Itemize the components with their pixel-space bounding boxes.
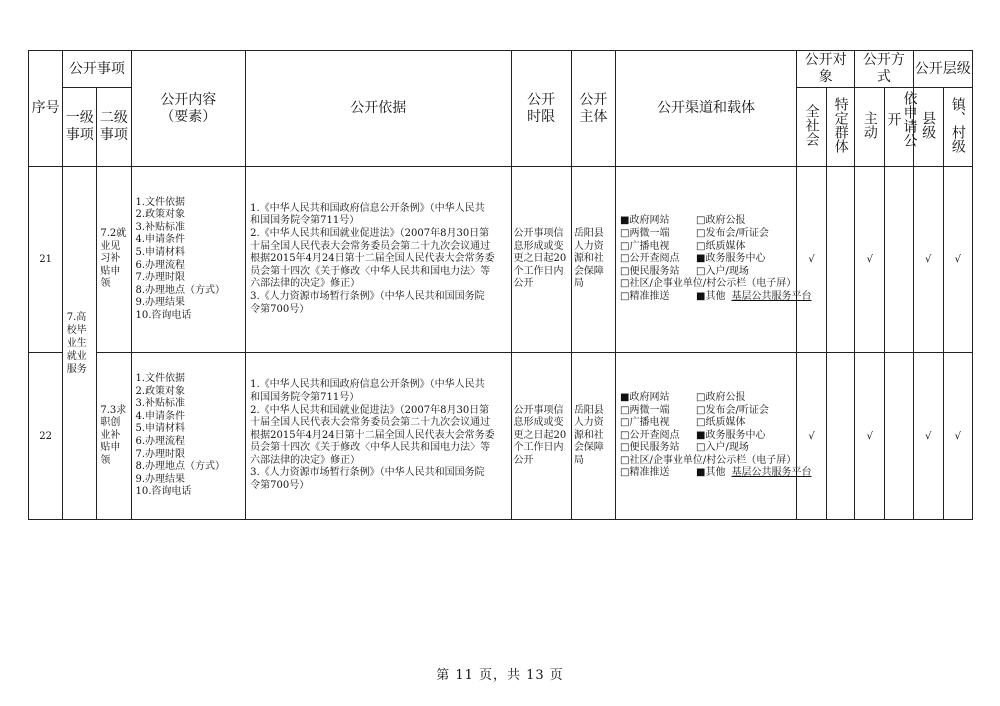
basis-line: 六部法律的决定》修正） — [250, 454, 361, 466]
table-row — [29, 167, 973, 353]
row-target-group — [827, 167, 855, 353]
header-mode-active — [855, 88, 885, 167]
content-item: 7.办理时限 — [135, 272, 186, 284]
content-item: 6.办理流程 — [135, 259, 186, 271]
row-mode-active: √ — [855, 353, 885, 520]
header-level2-text: 二级事项 — [99, 110, 128, 143]
row-seq: 21 — [29, 167, 63, 353]
channel-option: □政府公报 — [696, 391, 746, 403]
basis-line: 六部法律的决定》修正） — [250, 278, 361, 290]
header-target — [796, 51, 854, 88]
row-channel — [616, 167, 812, 353]
header-level-county-text: 县级 — [920, 110, 937, 139]
content-list — [136, 373, 242, 499]
channel-row — [620, 290, 812, 304]
channel-community: □社区/企事业单位/村公示栏（电子屏） — [620, 454, 797, 466]
channel-precise: □精准推送 — [620, 467, 670, 479]
basis-line: 十届全国人民代表大会常务委员会第二十九次会议通过 — [250, 240, 491, 252]
channel-option: □发布会/听证会 — [696, 404, 769, 416]
content-list — [136, 197, 242, 323]
channel-option: □纸质媒体 — [696, 240, 746, 252]
channel-row — [620, 253, 792, 266]
channel-option: □便民服务站 — [620, 265, 680, 277]
basis-line: 根据2015年4月24日第十二届全国人民代表大会常务委 — [250, 429, 495, 441]
content-item: 4.申请条件 — [135, 410, 186, 422]
row-mode-apply — [885, 167, 913, 353]
channel-community: □社区/企事业单位/村公示栏（电子屏） — [620, 278, 797, 290]
basis-line: 令第700号） — [250, 303, 310, 315]
basis-line: 根据2015年4月24日第十二届全国人民代表大会常务委 — [250, 253, 495, 265]
page-footer: 第 11 页，共 13 页 — [436, 668, 564, 683]
header-mode-active-text: 主动 — [861, 110, 878, 139]
header-level-town — [943, 88, 972, 167]
content-item: 3.补贴标准 — [135, 221, 186, 233]
channel-option: □发布会/听证会 — [696, 228, 769, 240]
header-seq: 序号 — [29, 51, 63, 167]
content-item: 9.办理结果 — [135, 473, 186, 485]
basis-line: 员会第十四次《关于修改〈中华人民共和国电力法〉等 — [250, 442, 491, 454]
channel-option: □公开查阅点 — [620, 253, 680, 265]
basis-line: 1.《中华人民共和国政府信息公开条例》（中华人民共 — [250, 379, 485, 391]
channel-option: □两微一端 — [620, 404, 670, 416]
channel-option: □公开查阅点 — [620, 429, 680, 441]
header-channel: 公开渠道和载体 — [616, 51, 797, 167]
channel-row — [620, 228, 792, 241]
content-item: 10.咨询电话 — [135, 309, 192, 321]
channel-other: 基层公共服务平台 — [731, 290, 812, 302]
channel-option: □便民服务站 — [620, 442, 680, 454]
header-subject-text: 公开主体 — [579, 91, 608, 125]
channel-row — [620, 405, 792, 418]
channel-precise: □精准推送 — [620, 290, 670, 302]
content-item: 1.文件依据 — [135, 373, 186, 385]
row-target-all: √ — [796, 167, 826, 353]
channel-option: □入户/现场 — [696, 442, 749, 454]
basis-line: 2.《中华人民共和国就业促进法》（2007年8月30日第 — [250, 228, 490, 240]
header-content — [131, 51, 246, 167]
basis-line: 和国国务院令第711号） — [250, 215, 360, 227]
row-target-group — [827, 353, 855, 520]
channel-row — [620, 266, 792, 279]
channel-option: □纸质媒体 — [696, 417, 746, 429]
basis-line: 3.《人力资源市场暂行条例》（中华人民共和国国务院 — [250, 467, 485, 479]
header-time-text: 公开时限 — [527, 91, 556, 125]
basis-line: 和国国务院令第711号） — [250, 391, 360, 403]
content-item: 2.政策对象 — [135, 209, 186, 221]
channel-row — [620, 241, 792, 254]
row-level-town: √ — [943, 167, 972, 353]
row-level-town: √ — [943, 353, 972, 520]
channel-other: 基层公共服务平台 — [731, 467, 812, 479]
header-target-group-text: 特定群体 — [832, 96, 849, 153]
row-target-all: √ — [796, 353, 826, 520]
row-level-county: √ — [913, 167, 943, 353]
row-time: 公开事项信息形成或变更之日起20个工作日内公开 — [511, 353, 571, 520]
header-mode — [855, 51, 913, 88]
channel-row — [620, 215, 792, 228]
header-level-town-text: 镇、村级 — [949, 96, 966, 153]
header-target-text: 公开对象 — [804, 52, 847, 85]
row-channel — [616, 353, 812, 520]
content-item: 6.办理流程 — [135, 436, 186, 447]
channel-option: ■政府网站 — [620, 391, 670, 403]
header-level: 公开层级 — [913, 51, 972, 88]
channel-option: ■政务服务中心 — [696, 253, 766, 265]
row-level-county: √ — [913, 353, 943, 520]
basis-line: 2.《中华人民共和国就业促进法》（2007年8月30日第 — [250, 404, 490, 416]
row-seq: 22 — [29, 353, 63, 520]
channel-option: ■政府网站 — [620, 215, 670, 227]
channel-row — [620, 442, 792, 455]
channel-option: ■政务服务中心 — [696, 429, 766, 441]
row-basis — [246, 353, 511, 520]
content-item: 3.补贴标准 — [135, 398, 186, 410]
header-target-all-text: 全社会 — [803, 103, 820, 146]
header-mode-text: 公开方式 — [862, 52, 905, 85]
disclosure-table — [28, 50, 973, 520]
header-level-county — [913, 88, 943, 167]
level1-item-text: 7.高校毕业生就业服务 — [66, 311, 87, 375]
channel-option: □政府公报 — [696, 215, 746, 227]
header-subject — [571, 51, 615, 167]
content-item: 1.文件依据 — [135, 196, 186, 208]
basis-line: 员会第十四次《关于修改〈中华人民共和国电力法〉等 — [250, 265, 491, 277]
content-item: 4.申请条件 — [135, 234, 186, 246]
header-target-all — [796, 88, 826, 167]
header-basis: 公开依据 — [246, 51, 511, 167]
header-mode-apply — [885, 88, 918, 167]
header-time — [511, 51, 571, 167]
row-content — [131, 167, 246, 353]
header-target-group — [827, 88, 855, 167]
channel-option: □广播电视 — [620, 240, 670, 252]
header-content-text: 公开内容（要素） — [160, 91, 217, 125]
row-subject: 岳阳县人力资源和社会保障局 — [571, 353, 615, 520]
content-item: 8.办理地点（方式） — [135, 284, 226, 296]
header-level1 — [63, 88, 97, 167]
row-content — [131, 353, 246, 520]
header-level2 — [97, 88, 131, 167]
content-item: 7.办理时限 — [135, 448, 186, 460]
row-basis — [246, 167, 511, 353]
channel-option: □广播电视 — [620, 417, 670, 429]
row-subject: 岳阳县人力资源和社会保障局 — [571, 167, 615, 353]
channel-other-prefix: ■其他 — [696, 467, 726, 479]
content-item: 2.政策对象 — [135, 385, 186, 397]
basis-line: 1.《中华人民共和国政府信息公开条例》（中华人民共 — [250, 202, 485, 214]
content-item: 5.申请材料 — [135, 246, 186, 258]
content-item: 10.咨询电话 — [135, 486, 192, 498]
basis-line: 十届全国人民代表大会常务委员会第二十九次会议通过 — [250, 417, 491, 429]
level1-item — [63, 167, 97, 520]
row-level2: 7.3求职创业补贴申领 — [97, 353, 131, 520]
content-item: 5.申请材料 — [135, 423, 186, 435]
row-level2: 7.2就业见习补贴申领 — [97, 167, 131, 353]
channel-row — [620, 467, 812, 480]
row-mode-active: √ — [855, 167, 885, 353]
basis-line: 令第700号） — [250, 480, 310, 492]
row-time: 公开事项信息形成或变更之日起20个工作日内公开 — [511, 167, 571, 353]
channel-row — [620, 392, 792, 405]
channel-row — [620, 417, 792, 430]
content-item: 9.办理结果 — [135, 297, 186, 309]
header-level1-text: 一级事项 — [65, 110, 94, 143]
header-items: 公开事项 — [63, 51, 131, 88]
basis-line: 3.《人力资源市场暂行条例》（中华人民共和国国务院 — [250, 290, 485, 302]
basis-list — [250, 203, 506, 316]
channel-other-prefix: ■其他 — [696, 290, 726, 302]
channel-row — [620, 430, 792, 443]
channel-option: □入户/现场 — [696, 265, 749, 277]
table-row — [29, 353, 973, 520]
content-item: 8.办理地点（方式） — [135, 461, 226, 473]
header-mode-apply-text: 依申请公开 — [885, 91, 918, 147]
row-mode-apply — [885, 353, 913, 520]
channel-option: □两微一端 — [620, 228, 670, 240]
basis-list — [250, 379, 506, 492]
